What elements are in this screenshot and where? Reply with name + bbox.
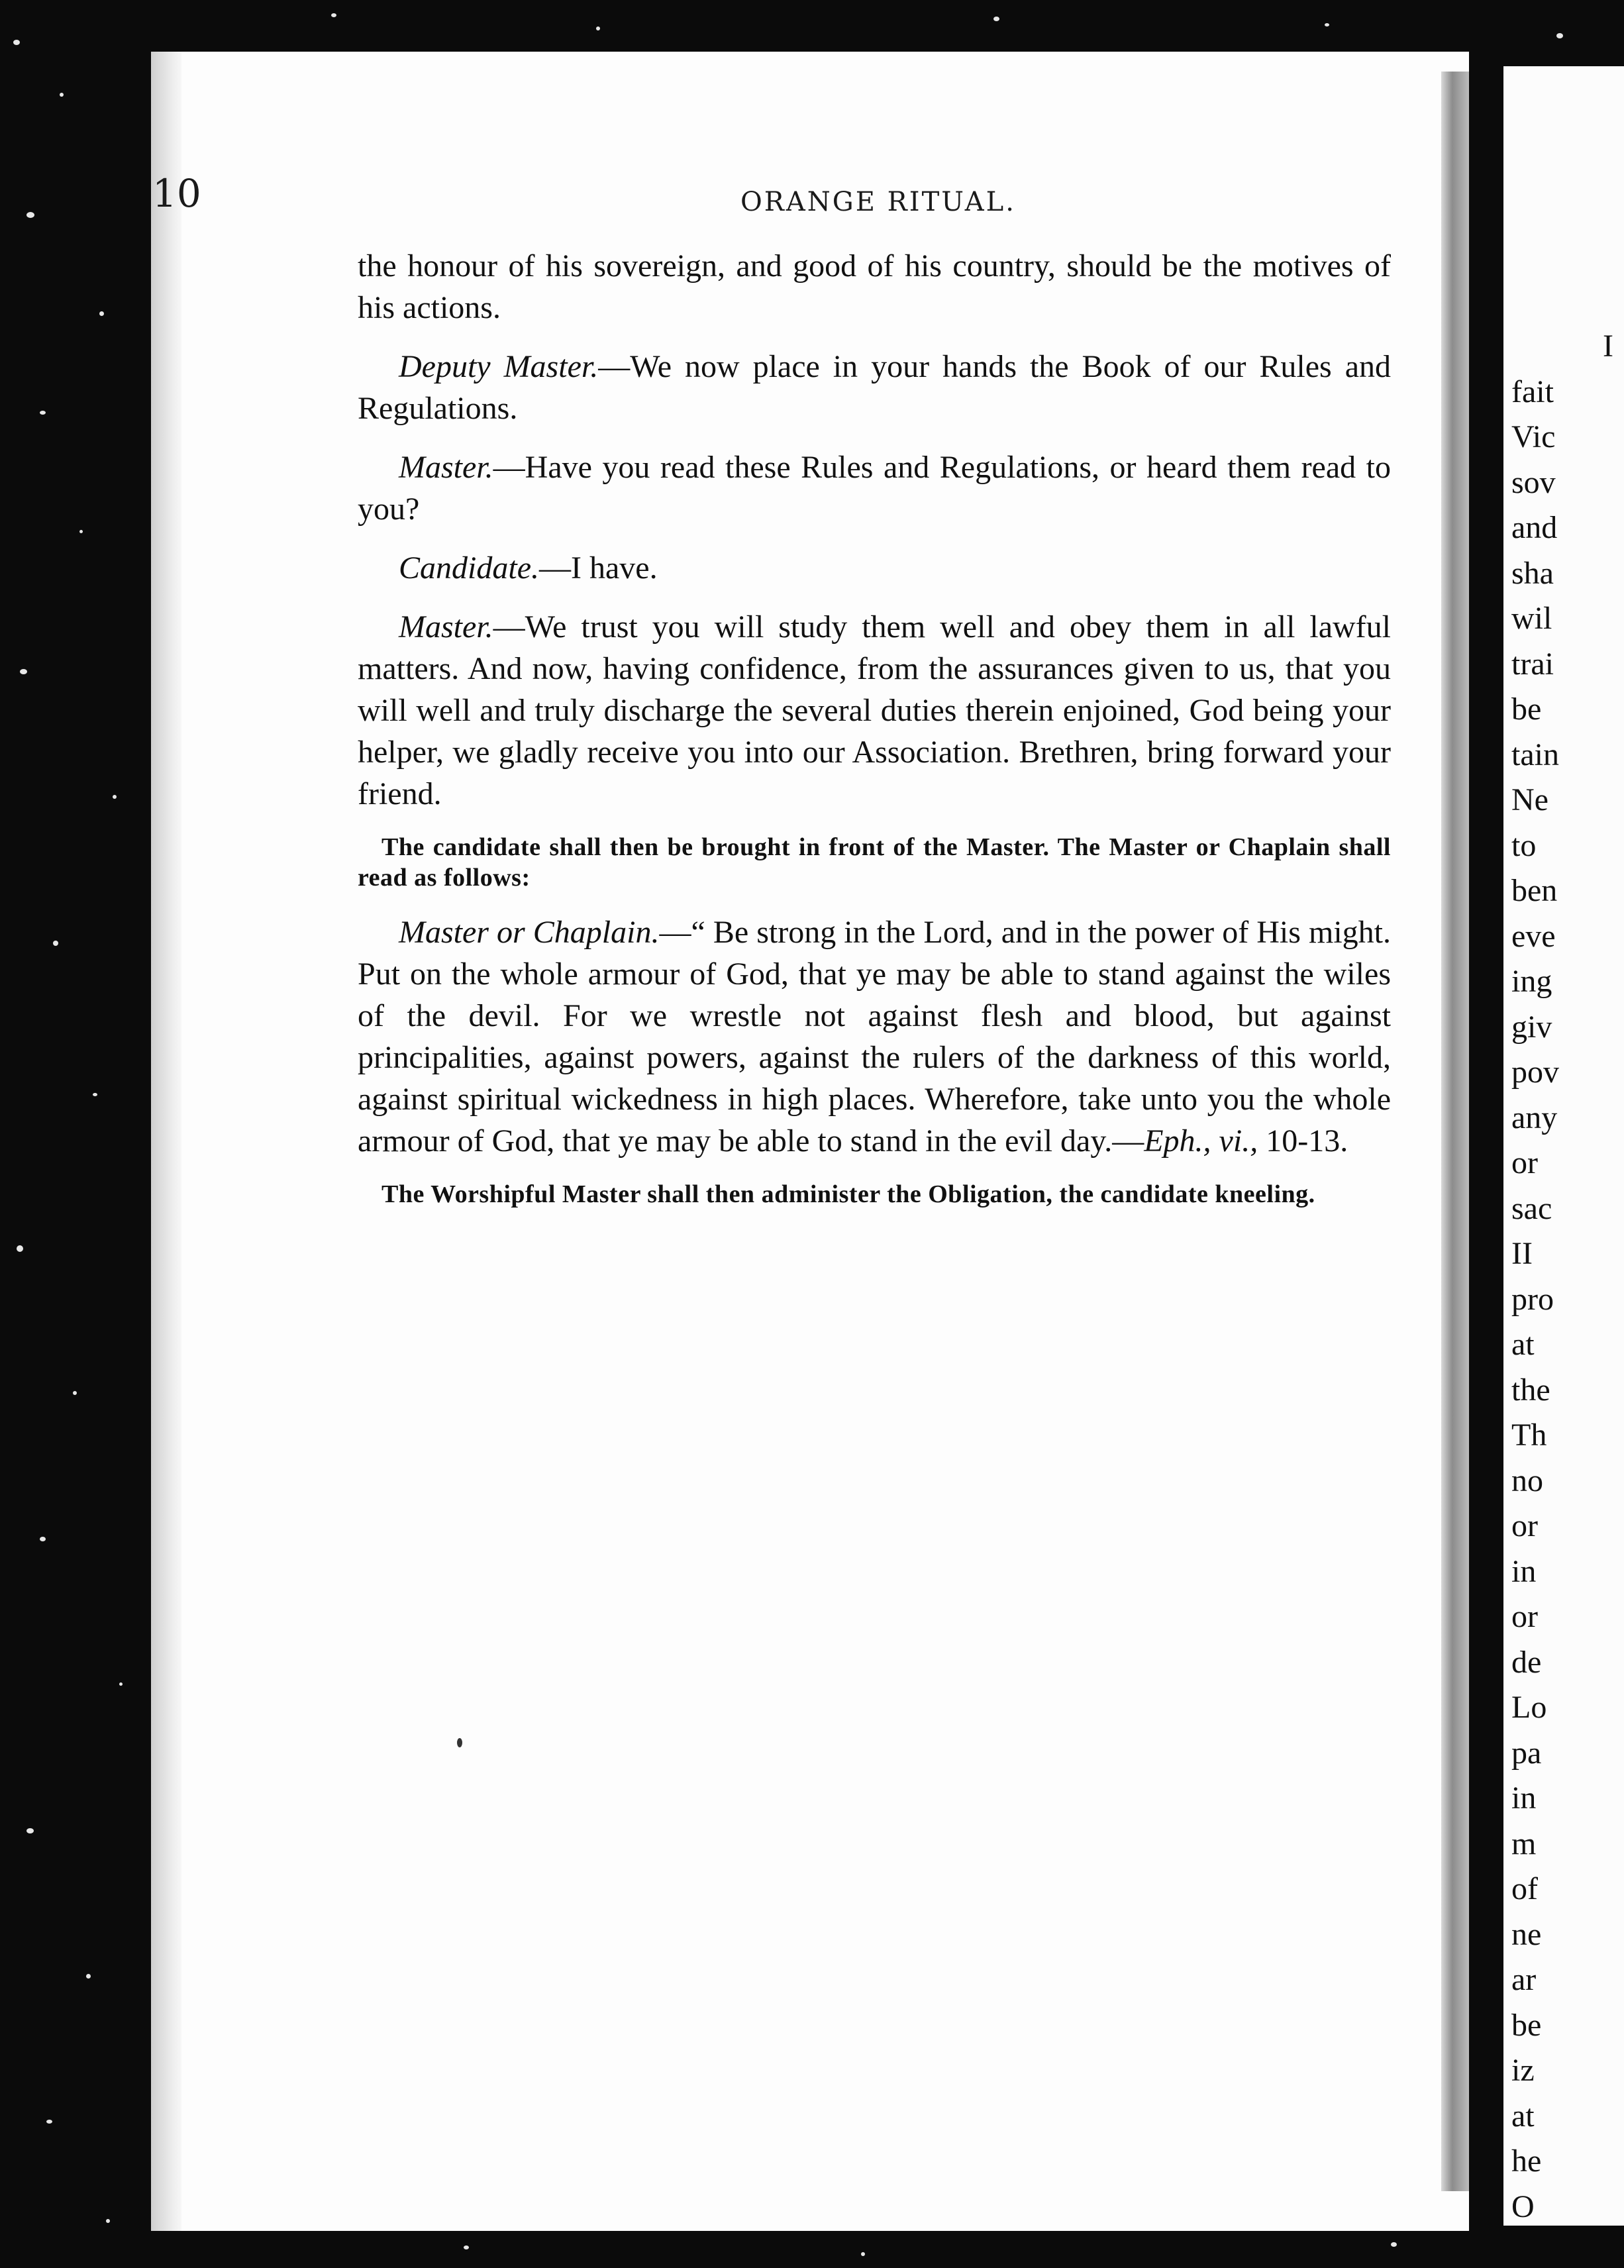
facing-page-line: sov (1511, 464, 1556, 500)
running-head: ORANGE RITUAL. (740, 187, 1016, 217)
gutter-shadow (1441, 72, 1469, 2191)
speaker-label: Candidate. (399, 550, 539, 586)
paragraph-scripture (358, 911, 1391, 1162)
speech-text: —I have. (539, 550, 658, 586)
paragraph-master-question (358, 446, 1391, 530)
speaker-label: Master. (399, 609, 493, 644)
rubric-instruction-1: The candidate shall then be brought in front of the Master. The Master or Chaplain shall read as follows: (358, 833, 1391, 892)
facing-page-line: pa (1511, 1735, 1542, 1771)
facing-page-line: giv (1511, 1009, 1552, 1045)
speaker-label: Master or Chaplain. (399, 915, 660, 950)
facing-page-line: Vic (1511, 419, 1556, 454)
rubric-instruction-2: The Worshipful Master shall then administer the Obligation, the candidate kneeling. (381, 1180, 1315, 1208)
page-number: 10 (152, 171, 201, 216)
facing-page-line: at (1511, 1327, 1535, 1362)
speech-text: —We now place in your hands the Book of our Rules and Regulations. (358, 349, 1391, 426)
facing-page-line: de (1511, 1644, 1542, 1680)
facing-page-line: in (1511, 1780, 1537, 1816)
facing-page-line: ben (1511, 873, 1558, 908)
facing-page-line: pro (1511, 1281, 1554, 1317)
facing-page-line: ing (1511, 964, 1552, 999)
facing-page-line: at (1511, 2098, 1535, 2134)
facing-page-line: or (1511, 1599, 1538, 1634)
facing-page-line: ne (1511, 1916, 1542, 1952)
facing-page-line: no (1511, 1463, 1543, 1498)
facing-page-line: Ne (1511, 782, 1548, 817)
facing-page-line: O (1511, 2189, 1535, 2224)
facing-page-line: wil (1511, 601, 1552, 636)
paragraph-1: the honour of his sovereign, and good of his country, should be the motives of his actions. (358, 248, 1391, 325)
scripture-verses: 10-13. (1258, 1123, 1348, 1159)
facing-page-line: II (1511, 1236, 1533, 1271)
facing-page-line: m (1511, 1826, 1537, 1861)
facing-page-line: I (1603, 329, 1613, 364)
paragraph-master-reception (358, 606, 1391, 815)
facing-page-line: he (1511, 2143, 1542, 2179)
facing-page-line: any (1511, 1100, 1558, 1135)
speaker-label: Deputy Master. (399, 349, 599, 384)
facing-page-line: fait (1511, 374, 1554, 409)
page-edge (151, 52, 181, 2231)
facing-page-line: trai (1511, 646, 1554, 682)
speaker-label: Master. (399, 450, 493, 485)
paragraph-candidate (358, 547, 1391, 589)
facing-page-line: be (1511, 692, 1542, 727)
facing-page-line: sha (1511, 555, 1554, 591)
page-body (358, 245, 1391, 1228)
facing-page-line: sac (1511, 1190, 1552, 1226)
facing-page-line: iz (1511, 2053, 1535, 2088)
facing-page-line: the (1511, 1372, 1550, 1408)
facing-page-line: Lo (1511, 1690, 1547, 1725)
speech-text: —We trust you will study them well and obey them in all lawful matters. And now, having confidence, from the assurances given to us, that you will well and truly discharge the several duties therein enjoined, God being your helper, we gladly receive you into our Association. Brethren, bring forward your friend. (358, 609, 1391, 811)
facing-page-line: tain (1511, 737, 1559, 772)
facing-page-line: and (1511, 510, 1558, 545)
facing-page-line: Th (1511, 1418, 1547, 1453)
speech-text: —Have you read these Rules and Regulations, or heard them read to you? (358, 450, 1391, 527)
paragraph-deputy-master (358, 346, 1391, 429)
facing-page-line: to (1511, 827, 1537, 863)
facing-page-fragment (1503, 66, 1624, 2226)
scripture-citation: Eph., vi., (1144, 1123, 1258, 1159)
facing-page-line: or (1511, 1145, 1538, 1180)
facing-page-line: of (1511, 1871, 1538, 1906)
scripture-text: —“ Be strong in the Lord, and in the power of His might. Put on the whole armour of God, that ye may be able to stand against the wiles of the devil. For we wrestle not against flesh and blood, but against principalities, against powers, against the rulers of the darkness of this world, against spiritual wickedness in high places. Wherefore, take unto you the whole armour of God, that ye may be able to stand in the evil day.— (358, 915, 1392, 1159)
facing-page-line: ar (1511, 1962, 1537, 1997)
facing-page-line: pov (1511, 1055, 1559, 1090)
dust-mark (457, 1738, 462, 1747)
facing-page-line: eve (1511, 918, 1556, 954)
facing-page-line: be (1511, 2007, 1542, 2043)
facing-page-line: in (1511, 1553, 1537, 1589)
facing-page-line: or (1511, 1508, 1538, 1543)
